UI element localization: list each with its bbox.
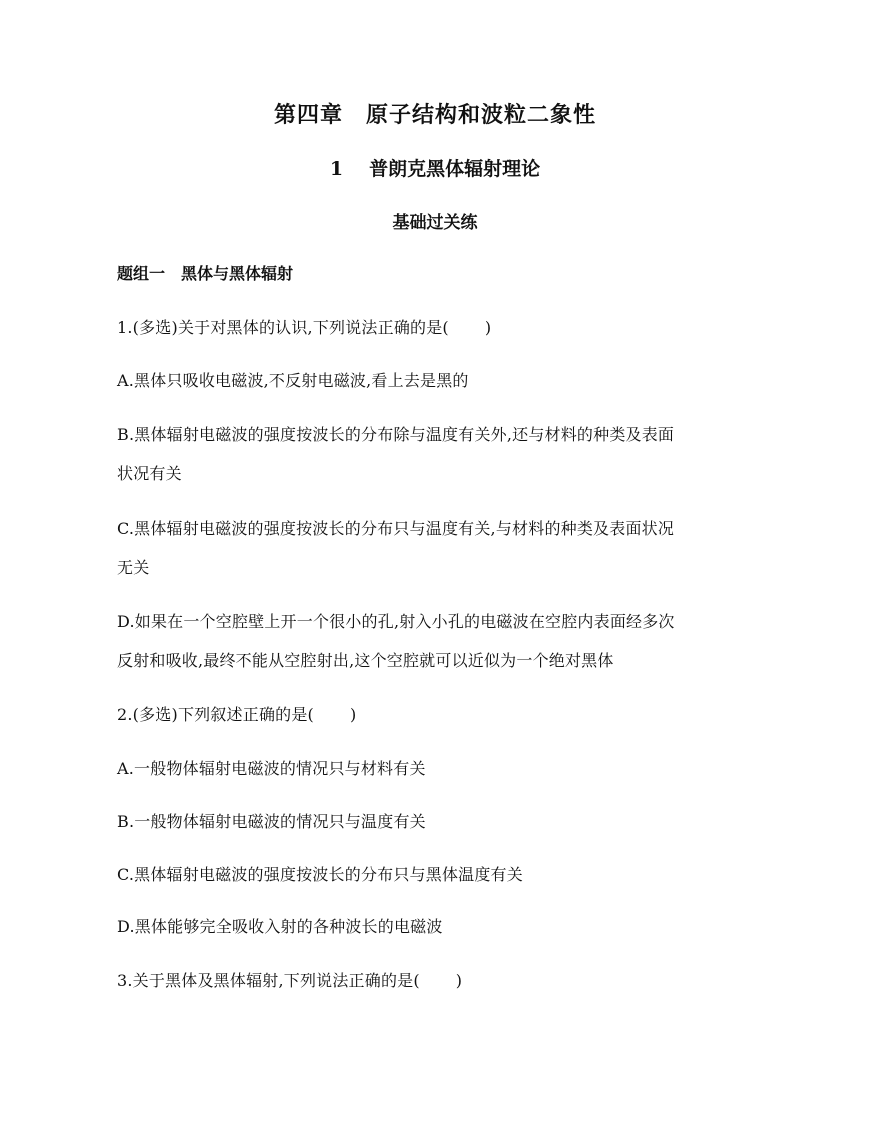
question-2-text: 2.(多选)下列叙述正确的是(: [117, 705, 314, 724]
question-2-option-b: B.一般物体辐射电磁波的情况只与温度有关: [117, 812, 426, 831]
section-number: 1: [329, 158, 344, 180]
question-1-text: 1.(多选)关于对黑体的认识,下列说法正确的是(: [117, 318, 449, 337]
group-name: 黑体与黑体辐射: [181, 264, 294, 283]
chapter-title: 第四章 原子结构和波粒二象性: [273, 102, 596, 128]
question-3-text: 3.关于黑体及黑体辐射,下列说法正确的是(: [117, 971, 420, 990]
question-3-stem: [117, 968, 757, 991]
question-1-option-d-cont: 反射和吸收,最终不能从空腔射出,这个空腔就可以近似为一个绝对黑体: [117, 651, 614, 670]
question-1-paren-close: ): [484, 318, 492, 337]
question-1-option-d: D.如果在一个空腔壁上开一个很小的孔,射入小孔的电磁波在空腔内表面经多次: [117, 612, 675, 631]
group-label: 题组一: [117, 264, 166, 283]
question-1-option-c: C.黑体辐射电磁波的强度按波长的分布只与温度有关,与材料的种类及表面状况: [117, 519, 675, 538]
question-3-paren-close: ): [455, 971, 463, 990]
section-title: [0, 154, 870, 181]
question-1-option-b: B.黑体辐射电磁波的强度按波长的分布除与温度有关外,还与材料的种类及表面: [117, 425, 675, 444]
question-1-option-a: A.黑体只吸收电磁波,不反射电磁波,看上去是黑的: [117, 371, 469, 390]
question-2-option-d: D.黑体能够完全吸收入射的各种波长的电磁波: [117, 917, 443, 936]
section-name: 普朗克黑体辐射理论: [369, 158, 541, 180]
question-1-option-c-cont: 无关: [117, 558, 150, 577]
question-2-option-a: A.一般物体辐射电磁波的情况只与材料有关: [117, 759, 426, 778]
question-2-option-c: C.黑体辐射电磁波的强度按波长的分布只与黑体温度有关: [117, 865, 523, 884]
subsection-title: 基础过关练: [392, 213, 478, 233]
question-1-stem: [117, 315, 757, 338]
question-2-stem: [117, 702, 757, 725]
question-1-option-b-cont: 状况有关: [117, 464, 182, 483]
question-group-title: [117, 261, 293, 284]
question-2-paren-close: ): [350, 705, 357, 724]
